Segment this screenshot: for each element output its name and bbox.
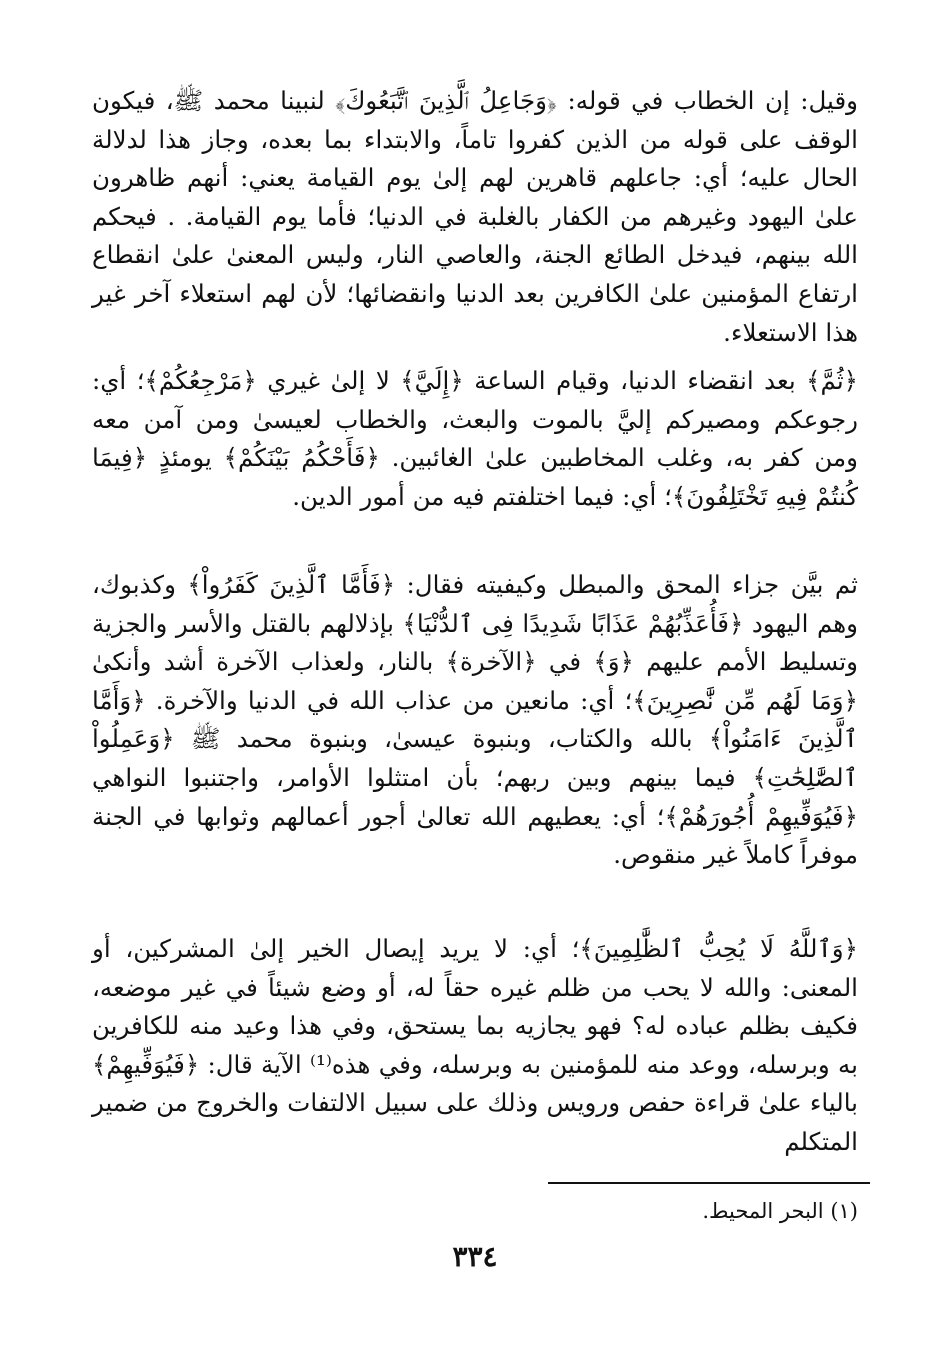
body-paragraph <box>92 82 858 352</box>
paragraph-text: ﴿ثُمَّ﴾ بعد انقضاء الدنيا، وقيام الساعة ﴿إِلَيَّ﴾ لا إلىٰ غيري ﴿مَرْجِعُكُمْ﴾؛ أي: رجوعكم ومصيركم إليَّ بالموت والبعث، والخطاب لعيسىٰ ومن آمن معه ومن كفر به، وغلب المخاطبين علىٰ الغائبين. ﴿فَأَحْكُمُ بَيْنَكُمْ﴾ يومئذٍ ﴿فِيمَا كُنتُمْ فِيهِ تَخْتَلِفُونَ﴾؛ أي: فيما اختلفتم فيه من أمور الدين. <box>92 366 858 511</box>
page-number: ٣٣٤ <box>452 1240 498 1273</box>
paragraph-text: ﴿وَٱللَّهُ لَا يُحِبُّ ٱلظَّٰلِمِينَ﴾؛ أي: لا يريد إيصال الخير إلىٰ المشركين، أو المعنى: والله لا يحب من ظلم غيره حقاً له، أو وضع شيئاً في غير موضعه، فكيف بظلم عباده له؟ فهو يجازيه بما يستحق، وفي هذا وعيد منه للكافرين به وبرسله، ووعد منه للمؤمنين به وبرسله، وفي هذه⁽¹⁾ الآية قال: ﴿فَيُوَفِّيهِمْ﴾ بالياء علىٰ قراءة حفص ورويس وذلك على سبيل الالتفات والخروج من ضمير المتكلم <box>92 934 858 1156</box>
body-paragraph <box>92 566 858 875</box>
body-paragraph <box>92 362 858 516</box>
paragraph-text: وقيل: إن الخطاب في قوله: ﴿وَجَاعِلُ ٱلَّذِينَ ٱتَّبَعُوكَ﴾ لنبينا محمد ﷺ، فيكون الوقف على قوله من الذين كفروا تاماً، والابتداء بما بعده، وجاز هذا لدلالة الحال عليه؛ أي: جاعلهم قاهرين لهم إلىٰ يوم القيامة يعني: أنهم ظاهرون علىٰ اليهود وغيرهم من الكفار بالغلبة في الدنيا؛ فأما يوم القيامة. . فيحكم الله بينهم، فيدخل الطائع الجنة، والعاصي النار، وليس المعنىٰ علىٰ انقطاع ارتفاع المؤمنين علىٰ الكافرين بعد الدنيا وانقضائها؛ لأن لهم استعلاء آخر غير هذا الاستعلاء. <box>92 86 858 347</box>
body-paragraph <box>92 930 858 1162</box>
footnote-divider <box>548 1182 870 1184</box>
paragraph-text: ثم بيَّن جزاء المحق والمبطل وكيفيته فقال: ﴿فَأَمَّا ٱلَّذِينَ كَفَرُواْ﴾ وكذبوك، وهم اليهود ﴿فَأُعَذِّبُهُمْ عَذَابًا شَدِيدًا فِى ٱلدُّنْيَا﴾ بإذلالهم بالقتل والأسر والجزية وتسليط الأمم عليهم ﴿وَ﴾ في ﴿الآخرة﴾ بالنار، ولعذاب الآخرة أشد وأنكىٰ ﴿وَمَا لَهُم مِّن نَّٰصِرِينَ﴾؛ أي: مانعين من عذاب الله في الدنيا والآخرة. ﴿وَأَمَّا ٱلَّذِينَ ءَامَنُواْ﴾ بالله والكتاب، وبنبوة عيسىٰ، وبنبوة محمد ﷺ ﴿وَعَمِلُواْ ٱلصَّٰلِحَٰتِ﴾ فيما بينهم وبين ربهم؛ بأن امتثلوا الأوامر، واجتنبوا النواهي ﴿فَيُوَفِّيهِمْ أُجُورَهُمْ﴾؛ أي: يعطيهم الله تعالىٰ أجور أعمالهم وثوابها في الجنة موفراً كاملاً غير منقوص. <box>92 570 858 870</box>
footnote: (١) البحر المحيط. <box>702 1199 858 1223</box>
